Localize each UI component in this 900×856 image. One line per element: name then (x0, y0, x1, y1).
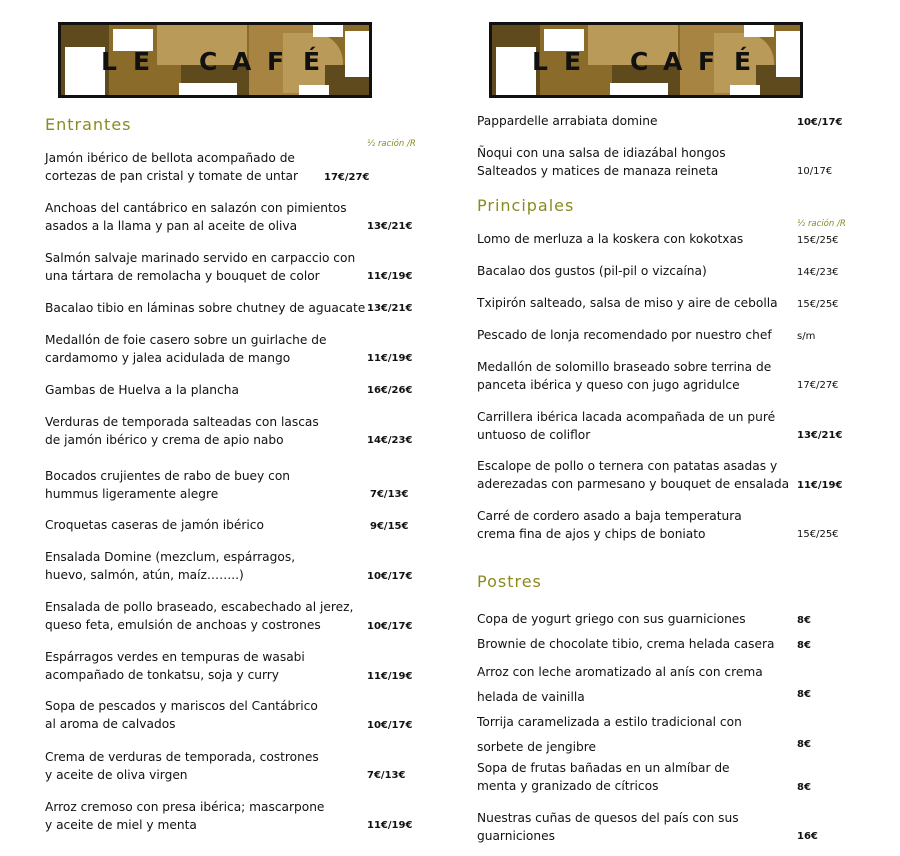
menu-item-price: 15€/25€ (797, 235, 839, 246)
menu-item-price: 11€/19€ (367, 671, 413, 682)
menu-item: Ñoqui con una salsa de idiazábal hongos Salteados y matices de manaza reineta (477, 146, 726, 178)
logo-letter: L (101, 47, 117, 76)
menu-item: Jamón ibérico de bellota acompañado de cortezas de pan cristal y tomate de untar (45, 151, 299, 183)
logo-letter: É (303, 47, 321, 76)
menu-item: Medallón de foie casero sobre un guirlache de cardamomo y jalea acidulada de mango (45, 333, 327, 365)
menu-item: Bacalao dos gustos (pil-pil o vizcaína) (477, 264, 707, 278)
section-title-entrantes: Entrantes (45, 115, 132, 134)
menu-item-price: 15€/25€ (797, 529, 839, 540)
menu-item-price: 11€/19€ (367, 353, 413, 364)
menu-item-price: 10/17€ (797, 166, 833, 177)
menu-item-price: 13€/21€ (367, 303, 413, 314)
menu-item: Ensalada Domine (mezclum, espárragos, huevo, salmón, atún, maíz……..) (45, 550, 296, 582)
menu-item-price: 14€/23€ (367, 435, 413, 446)
menu-item-price: 8€ (797, 615, 811, 626)
menu-item-price: 13€/21€ (797, 430, 843, 441)
menu-item-price: 16€ (797, 831, 818, 842)
menu-item-price: 10€/17€ (367, 621, 413, 632)
logo-letter: A (663, 47, 683, 76)
menu-item-price: 13€/21€ (367, 221, 413, 232)
le-cafe-logo-left (58, 22, 372, 98)
logo-letter: E (133, 47, 151, 76)
menu-item: Salmón salvaje marinado servido en carpaccio con una tártara de remolacha y bouquet de color (45, 251, 356, 283)
ration-note: ½ ración /R (797, 219, 846, 229)
menu-item: Bacalao tibio en láminas sobre chutney de aguacate (45, 301, 366, 315)
menu-item-price: 11€/19€ (367, 820, 413, 831)
menu-item: Ensalada de pollo braseado, escabechado al jerez, queso feta, emulsión de anchoas y costrones (45, 600, 354, 632)
menu-item-price: 10€/17€ (367, 720, 413, 731)
menu-item: Gambas de Huelva a la plancha (45, 383, 239, 397)
menu-item: Verduras de temporada salteadas con lascas de jamón ibérico y crema de apio nabo (45, 415, 319, 447)
menu-item-price: 15€/25€ (797, 299, 839, 310)
menu-item-price: 8€ (797, 782, 811, 793)
le-cafe-logo-right (489, 22, 803, 98)
section-title-postres: Postres (477, 572, 542, 591)
logo-letter: F (698, 47, 716, 76)
menu-item: Bocados crujientes de rabo de buey con hummus ligeramente alegre (45, 469, 291, 501)
logo-letter: É (734, 47, 752, 76)
menu-item: Txipirón salteado, salsa de miso y aire de cebolla (477, 296, 778, 310)
menu-item-price: 17€/27€ (324, 172, 370, 183)
menu-item: Pescado de lonja recomendado por nuestro chef (477, 328, 772, 342)
menu-item-price: 11€/19€ (367, 271, 413, 282)
menu-item: Sopa de frutas bañadas en un almíbar de menta y granizado de cítricos (477, 761, 730, 793)
menu-item: Anchoas del cantábrico en salazón con pimientos asados a la llama y pan al aceite de oliva (45, 201, 347, 233)
menu-item: Croquetas caseras de jamón ibérico (45, 518, 264, 532)
menu-item-price: 8€ (797, 640, 811, 651)
menu-item-price: 9€/15€ (370, 521, 409, 532)
menu-item: Sopa de pescados y mariscos del Cantábrico al aroma de calvados (45, 699, 318, 731)
section-title-principales: Principales (477, 196, 575, 215)
menu-item: Escalope de pollo o ternera con patatas asadas y aderezadas con parmesano y bouquet de ensalada (477, 459, 790, 491)
menu-item-price: 10€/17€ (367, 571, 413, 582)
menu-item: Carré de cordero asado a baja temperatura crema fina de ajos y chips de boniato (477, 509, 742, 541)
logo-letter: C (630, 47, 649, 76)
menu-item: Lomo de merluza a la koskera con kokotxas (477, 232, 744, 246)
menu-item-price: 8€ (797, 739, 811, 750)
menu-item-price: 7€/13€ (367, 770, 406, 781)
menu-item: Espárragos verdes en tempuras de wasabi acompañado de tonkatsu, soja y curry (45, 650, 305, 682)
menu-item: Nuestras cuñas de quesos del país con sus guarniciones (477, 811, 739, 843)
menu-item-price: 14€/23€ (797, 267, 839, 278)
menu-item: Pappardelle arrabiata domine (477, 114, 658, 128)
menu-item-price: 10€/17€ (797, 117, 843, 128)
menu-item: Carrillera ibérica lacada acompañada de un puré untuoso de coliflor (477, 410, 776, 442)
menu-item-price: s/m (797, 331, 816, 342)
menu-item: Arroz cremoso con presa ibérica; mascarpone y aceite de miel y menta (45, 800, 325, 832)
menu-item-price: 7€/13€ (370, 489, 409, 500)
menu-item-price: 16€/26€ (367, 385, 413, 396)
logo-letter: E (564, 47, 582, 76)
logo-letter: C (199, 47, 218, 76)
menu-item: Brownie de chocolate tibio, crema helada casera (477, 637, 775, 651)
ration-note: ½ ración /R (367, 139, 416, 149)
menu-item-price: 8€ (797, 689, 811, 700)
menu-item: Medallón de solomillo braseado sobre terrina de panceta ibérica y queso con jugo agridulce (477, 360, 772, 392)
menu-item: Copa de yogurt griego con sus guarniciones (477, 612, 746, 626)
menu-item: Crema de verduras de temporada, costrones y aceite de oliva virgen (45, 750, 319, 782)
menu-item: Arroz con leche aromatizado al anís con crema helada de vainilla (477, 665, 763, 704)
logo-letter: A (232, 47, 252, 76)
menu-item-price: 11€/19€ (797, 480, 843, 491)
logo-letter: L (532, 47, 548, 76)
logo-letter: F (267, 47, 285, 76)
menu-item-price: 17€/27€ (797, 380, 839, 391)
menu-item: Torrija caramelizada a estilo tradicional con sorbete de jengibre (477, 715, 742, 754)
